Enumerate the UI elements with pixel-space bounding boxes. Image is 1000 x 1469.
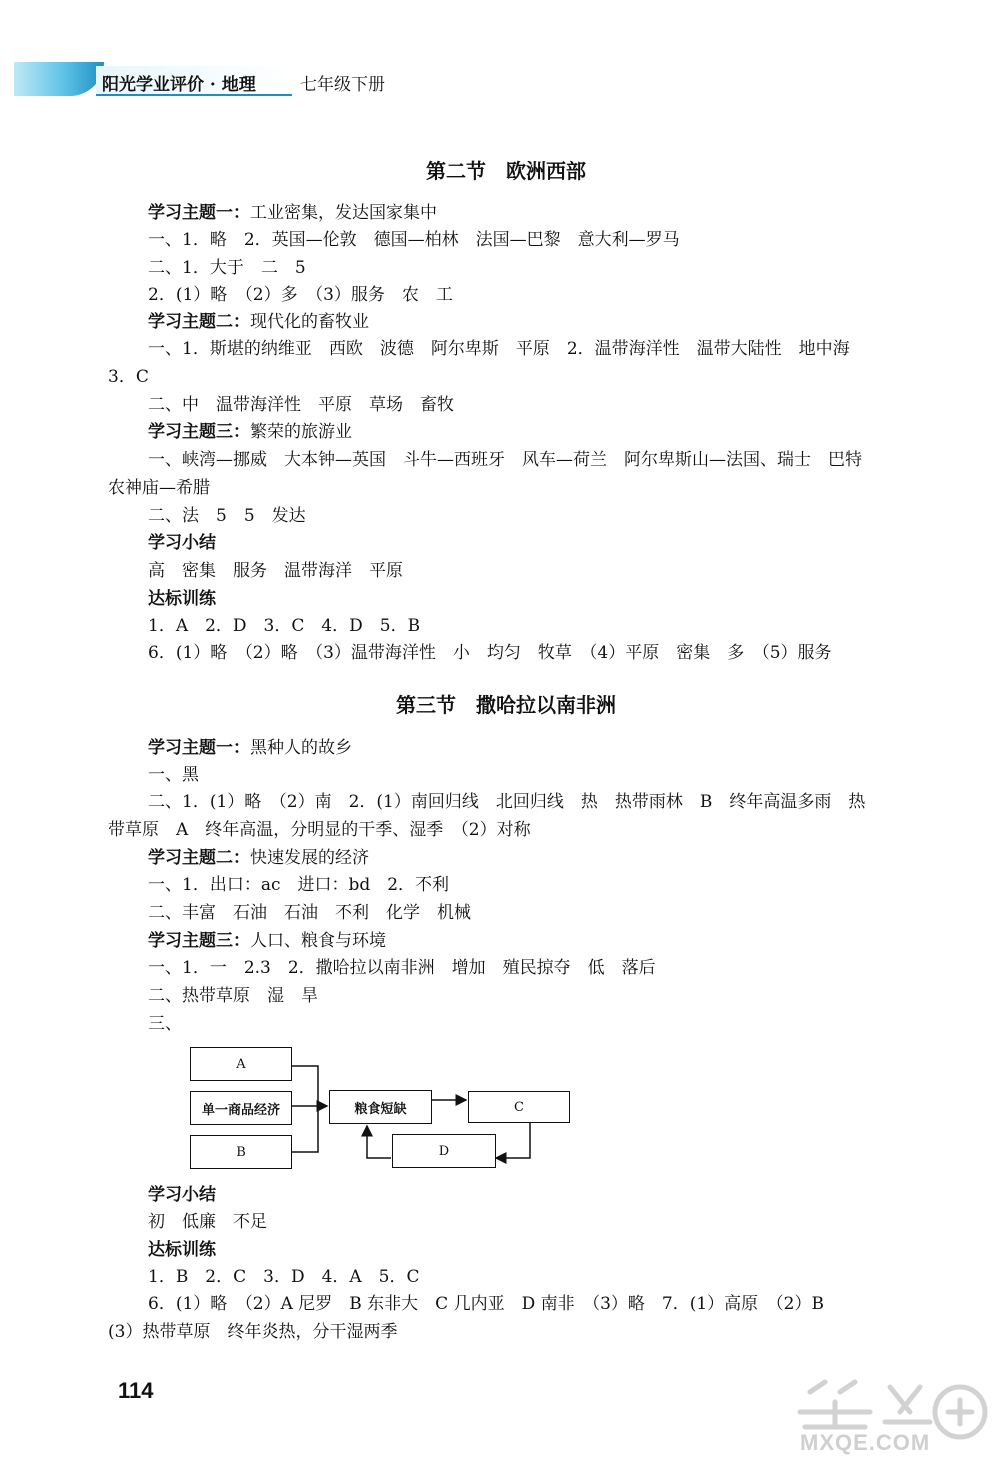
box-food-shortage: 粮食短缺: [329, 1090, 432, 1124]
box-c: C: [468, 1091, 570, 1123]
s3-line-0: 学习主题一：黑种人的故乡: [148, 738, 352, 758]
s3-after-1: 初 低廉 不足: [148, 1212, 267, 1232]
s3-line-1: 一、黑: [148, 765, 199, 785]
header-banner: [14, 62, 104, 96]
s2-line-0: 学习主题一：工业密集，发达国家集中: [148, 203, 437, 223]
section3-title: 第三节 撒哈拉以南非洲: [396, 693, 616, 717]
series-title: 阳光学业评价 · 地理: [102, 75, 256, 95]
box-d: D: [392, 1134, 496, 1168]
s3-after-3: 1．B 2．C 3．D 4．A 5．C: [148, 1267, 420, 1287]
s2-line-1: 一、1．略 2．英国—伦敦 德国—柏林 法国—巴黎 意大利—罗马: [148, 230, 680, 250]
s2-line-13: 高 密集 服务 温带海洋 平原: [148, 561, 403, 581]
s2-line-5: 一、1．斯堪的纳维亚 西欧 波德 阿尔卑斯 平原 2．温带海洋性 温带大陆性 地中海: [148, 339, 850, 359]
s3-line-6: 二、丰富 石油 石油 不利 化学 机械: [148, 903, 471, 923]
s2-practice-heading: 达标训练: [148, 589, 216, 609]
s2-line-7: 二、中 温带海洋性 平原 草场 畜牧: [148, 395, 454, 415]
s2-line-11: 二、法 5 5 发达: [148, 506, 306, 526]
s2-line-15: 1．A 2．D 3．C 4．D 5．B: [148, 616, 421, 636]
s2-line-9: 一、峡湾—挪威 大本钟—英国 斗牛—西班牙 风车—荷兰 阿尔卑斯山—法国、瑞士 巴特: [148, 450, 862, 470]
s2-line-3: 2．(1）略 （2）多 （3）服务 农 工: [148, 285, 453, 305]
s3-line-4: 学习主题二：快速发展的经济: [148, 848, 369, 868]
watermark-text: MXQE.COM: [800, 1430, 931, 1455]
s2-line-16: 6．(1）略 （2）略 （3）温带海洋性 小 均匀 牧草 （4）平原 密集 多 （5）服务: [148, 643, 832, 663]
s3-after-4: 6．(1）略 （2）A 尼罗 B 东非大 C 几内亚 D 南非 （3）略 7．(1）高原 （2）B: [148, 1294, 824, 1314]
s3-summary-heading: 学习小结: [148, 1185, 216, 1205]
s3-line-10: 三、: [148, 1014, 182, 1034]
flow-diagram: [180, 1040, 580, 1175]
s3-line-7: 学习主题三：人口、粮食与环境: [148, 931, 386, 951]
s2-line-2: 二、1．大于 二 5: [148, 258, 306, 278]
s3-practice-heading: 达标训练: [148, 1240, 216, 1260]
box-b: B: [190, 1135, 292, 1169]
s2-line-6: 3．C: [108, 367, 149, 387]
s2-line-10: 农神庙—希腊: [108, 478, 210, 498]
s3-line-3: 带草原 A 终年高温，分明显的干季、湿季 （2）对称: [108, 820, 531, 840]
s3-after-5: (3）热带草原 终年炎热，分干湿两季: [108, 1322, 398, 1342]
section2-title: 第二节 欧洲西部: [426, 159, 586, 183]
s2-line-4: 学习主题二：现代化的畜牧业: [148, 312, 369, 332]
box-a: A: [190, 1047, 292, 1081]
s2-line-8: 学习主题三：繁荣的旅游业: [148, 422, 352, 442]
box-single-commodity: 单一商品经济: [190, 1091, 292, 1125]
s3-line-8: 一、1．一 2.3 2．撒哈拉以南非洲 增加 殖民掠夺 低 落后: [148, 958, 656, 978]
s3-line-9: 二、热带草原 湿 旱: [148, 986, 318, 1006]
page-number: 114: [118, 1378, 154, 1403]
s3-line-5: 一、1．出口：ac 进口：bd 2．不利: [148, 875, 450, 895]
grade-label: 七年级下册: [300, 75, 385, 95]
s2-summary-heading: 学习小结: [148, 533, 216, 553]
s3-line-2: 二、1．(1）略 （2）南 2．(1）南回归线 北回归线 热 热带雨林 B 终年高温多雨 热: [148, 792, 866, 812]
